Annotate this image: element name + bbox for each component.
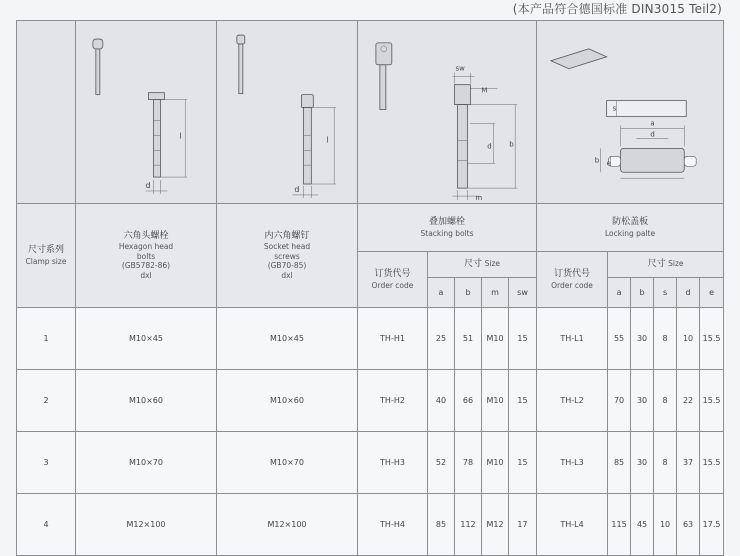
locking-d-cell: 63 bbox=[677, 494, 700, 556]
locking-col-e: e bbox=[700, 278, 724, 308]
hex-zh: 六角头螺栓 bbox=[123, 231, 169, 242]
locking-col-s: s bbox=[654, 278, 677, 308]
locking-a-cell: 70 bbox=[608, 370, 631, 432]
locking-plate-header bbox=[537, 204, 724, 252]
stacking-b-cell: 78 bbox=[455, 432, 482, 494]
locking-b-cell: 30 bbox=[631, 308, 654, 370]
stack-M-label: M bbox=[481, 86, 488, 95]
socket-screw-cell: M10×60 bbox=[217, 370, 358, 432]
lock-b-label: b bbox=[594, 156, 600, 165]
clamp-size-header bbox=[17, 204, 76, 308]
stacking-zh: 叠加螺栓 bbox=[429, 217, 466, 228]
table-row bbox=[17, 494, 724, 556]
stacking-b-cell: 66 bbox=[455, 370, 482, 432]
stacking-sw-cell: 17 bbox=[509, 494, 537, 556]
stacking-bolts-header bbox=[358, 204, 537, 252]
spec-table bbox=[16, 20, 724, 556]
stacking-code-cell: TH-H4 bbox=[358, 494, 428, 556]
stack-sw-label: sw bbox=[455, 64, 465, 73]
locking-code-cell: TH-L4 bbox=[537, 494, 608, 556]
stacking-a-cell: 40 bbox=[428, 370, 455, 432]
locking-en: Locking palte bbox=[605, 228, 656, 238]
stacking-code-cell: TH-H2 bbox=[358, 370, 428, 432]
locking-e-cell: 15.5 bbox=[700, 370, 724, 432]
lock-a-label: a bbox=[650, 119, 655, 128]
clamp-size-cell: 2 bbox=[17, 370, 76, 432]
socket-screw-cell: M10×70 bbox=[217, 432, 358, 494]
stacking-col-a: a bbox=[428, 278, 455, 308]
stacking-size-header bbox=[428, 252, 537, 278]
stacking-code-cell: TH-H1 bbox=[358, 308, 428, 370]
lock-e-label: e bbox=[606, 159, 611, 168]
stacking-col-m: m bbox=[482, 278, 509, 308]
hex-en: Hexagon head bolts bbox=[118, 242, 174, 261]
hex-bolt-cell: M12×100 bbox=[76, 494, 217, 556]
locking-order-code-header bbox=[537, 252, 608, 308]
clamp-size-cell: 1 bbox=[17, 308, 76, 370]
locking-e-cell: 15.5 bbox=[700, 308, 724, 370]
stacking-size-en: Size bbox=[484, 258, 500, 268]
clamp-size-zh: 尺寸系列 bbox=[27, 245, 64, 256]
hex-bolt-cell: M10×70 bbox=[76, 432, 217, 494]
locking-s-cell: 8 bbox=[654, 308, 677, 370]
locking-a-cell: 85 bbox=[608, 432, 631, 494]
locking-b-cell: 45 bbox=[631, 494, 654, 556]
stacking-a-cell: 85 bbox=[428, 494, 455, 556]
socket-zh: 内六角螺钉 bbox=[264, 231, 310, 242]
locking-code-cell: TH-L1 bbox=[537, 308, 608, 370]
hex-d-label: d bbox=[145, 180, 151, 190]
locking-s-cell: 8 bbox=[654, 370, 677, 432]
stacking-order-en: Order code bbox=[371, 280, 414, 290]
socket-screw-cell: M12×100 bbox=[217, 494, 358, 556]
table-row bbox=[17, 432, 724, 494]
socket-std: (GB70-85) bbox=[267, 261, 307, 271]
table-row bbox=[17, 308, 724, 370]
standard-note: (本产品符合德国标准 DIN3015 Teil2) bbox=[512, 2, 722, 16]
locking-order-en: Order code bbox=[551, 280, 593, 290]
locking-a-cell: 55 bbox=[608, 308, 631, 370]
stack-d-label: d bbox=[487, 142, 492, 151]
socket-dim: dxl bbox=[281, 270, 293, 280]
locking-a-cell: 115 bbox=[608, 494, 631, 556]
stacking-b-cell: 112 bbox=[455, 494, 482, 556]
table-row bbox=[17, 370, 724, 432]
stacking-order-code-header bbox=[358, 252, 428, 308]
stacking-col-b: b bbox=[455, 278, 482, 308]
locking-e-cell: 17.5 bbox=[700, 494, 724, 556]
locking-zh: 防松盖板 bbox=[612, 217, 649, 228]
socket-screw-diagram bbox=[217, 21, 358, 204]
clamp-size-cell: 3 bbox=[17, 432, 76, 494]
locking-col-b: b bbox=[631, 278, 654, 308]
locking-s-cell: 8 bbox=[654, 432, 677, 494]
stacking-sw-cell: 15 bbox=[509, 432, 537, 494]
stacking-col-sw: sw bbox=[509, 278, 537, 308]
socket-en: Socket head screws bbox=[263, 242, 311, 261]
hex-std: (GB5782-86) bbox=[121, 261, 171, 271]
stacking-bolt-diagram bbox=[358, 21, 537, 204]
hex-dim: dxl bbox=[140, 270, 152, 280]
locking-code-cell: TH-L3 bbox=[537, 432, 608, 494]
stacking-en: Stacking bolts bbox=[420, 228, 474, 238]
hex-bolt-cell: M10×60 bbox=[76, 370, 217, 432]
locking-s-cell: 10 bbox=[654, 494, 677, 556]
locking-order-zh: 订货代号 bbox=[554, 269, 591, 280]
locking-code-cell: TH-L2 bbox=[537, 370, 608, 432]
locking-e-cell: 15.5 bbox=[700, 432, 724, 494]
stacking-m-cell: M10 bbox=[482, 432, 509, 494]
locking-size-header bbox=[608, 252, 724, 278]
clamp-size-en: Clamp size bbox=[25, 256, 67, 266]
stacking-size-zh: 尺寸 bbox=[464, 258, 483, 269]
locking-d-cell: 37 bbox=[677, 432, 700, 494]
lock-d-label: d bbox=[650, 130, 655, 139]
locking-plate-diagram bbox=[537, 21, 724, 204]
locking-size-zh: 尺寸 bbox=[647, 258, 666, 269]
stack-m-label: m bbox=[475, 194, 483, 203]
clamp-size-cell: 4 bbox=[17, 494, 76, 556]
socket-screws-header bbox=[217, 204, 358, 308]
stacking-a-cell: 52 bbox=[428, 432, 455, 494]
hex-l-label: l bbox=[179, 131, 182, 141]
stacking-m-cell: M12 bbox=[482, 494, 509, 556]
stacking-b-cell: 51 bbox=[455, 308, 482, 370]
stacking-m-cell: M10 bbox=[482, 370, 509, 432]
locking-d-cell: 22 bbox=[677, 370, 700, 432]
hex-bolt-cell: M10×45 bbox=[76, 308, 217, 370]
hexagon-bolt-diagram bbox=[76, 21, 217, 204]
socket-screw-cell: M10×45 bbox=[217, 308, 358, 370]
stacking-sw-cell: 15 bbox=[509, 308, 537, 370]
socket-d-label: d bbox=[294, 184, 300, 194]
locking-b-cell: 30 bbox=[631, 370, 654, 432]
lock-s-label: s bbox=[612, 104, 617, 113]
locking-col-a: a bbox=[608, 278, 631, 308]
stacking-m-cell: M10 bbox=[482, 308, 509, 370]
locking-col-d: d bbox=[677, 278, 700, 308]
locking-d-cell: 10 bbox=[677, 308, 700, 370]
stacking-a-cell: 25 bbox=[428, 308, 455, 370]
hexagon-bolts-header bbox=[76, 204, 217, 308]
socket-l-label: l bbox=[326, 135, 329, 145]
stacking-code-cell: TH-H3 bbox=[358, 432, 428, 494]
stacking-sw-cell: 15 bbox=[509, 370, 537, 432]
stack-b-label: b bbox=[509, 140, 514, 149]
locking-size-en: Size bbox=[668, 258, 684, 268]
blank-diagram-cell bbox=[17, 21, 76, 204]
stacking-order-zh: 订货代号 bbox=[374, 269, 411, 280]
locking-b-cell: 30 bbox=[631, 432, 654, 494]
